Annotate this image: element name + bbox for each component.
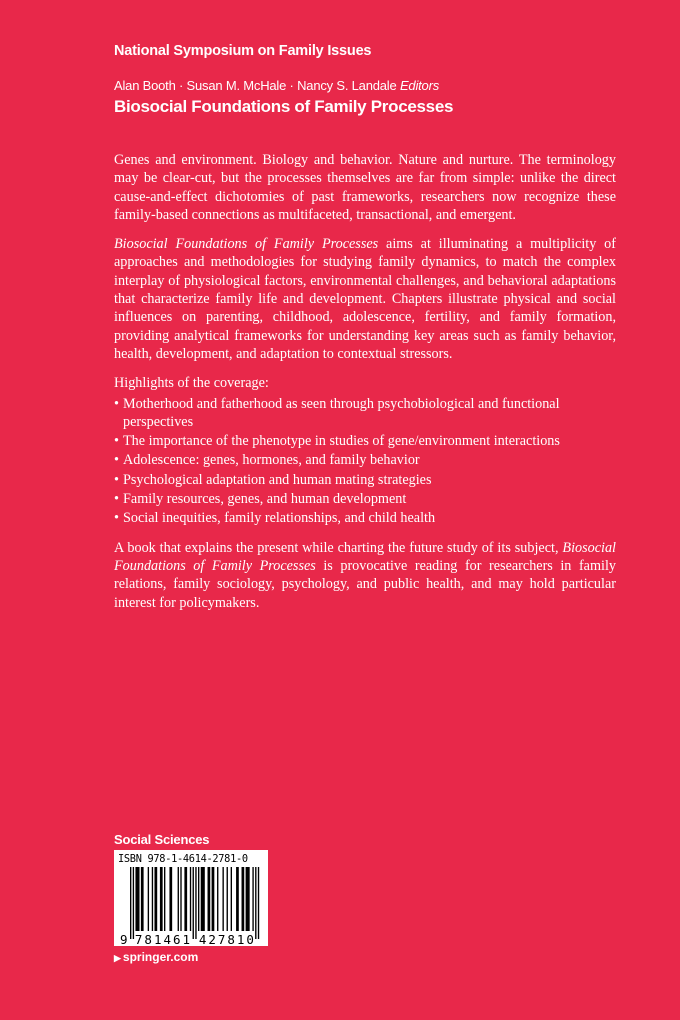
barcode-bar bbox=[222, 867, 223, 931]
editors-line bbox=[114, 78, 439, 93]
barcode-bar bbox=[198, 867, 199, 931]
italic-title: Biosocial Foundations of Family Processes bbox=[114, 539, 616, 574]
barcode-digit: 9 bbox=[120, 932, 128, 945]
barcode-digit: 8 bbox=[144, 932, 152, 945]
barcode-bar bbox=[184, 867, 187, 931]
editor-names: Alan Booth · Susan M. McHale · Nancy S. Landale bbox=[114, 78, 397, 93]
barcode-digit: 1 bbox=[236, 932, 245, 945]
paragraph-closing-start: A book that explains the present while charting the future study of its subject, bbox=[114, 539, 563, 556]
description bbox=[114, 151, 616, 623]
barcode-bar bbox=[255, 867, 256, 939]
barcode-bar bbox=[217, 867, 218, 931]
website-text: springer.com bbox=[122, 950, 199, 964]
barcode-digit: 1 bbox=[153, 932, 162, 945]
paragraph-closing bbox=[114, 539, 616, 612]
barcode-bar bbox=[178, 867, 179, 931]
barcode-digit: 7 bbox=[134, 932, 143, 945]
barcode-bar bbox=[242, 867, 245, 931]
barcode-digit: 1 bbox=[182, 932, 191, 945]
barcode-bar bbox=[130, 867, 131, 939]
barcode-bar bbox=[231, 867, 232, 931]
barcode-digit: 4 bbox=[198, 932, 207, 945]
barcode-bar bbox=[169, 867, 172, 931]
barcode-bar bbox=[164, 867, 165, 931]
highlight-item: • Social inequities, family relationships, and child health bbox=[114, 509, 616, 527]
barcode bbox=[114, 850, 268, 946]
series-name: National Symposium on Family Issues bbox=[114, 43, 372, 59]
barcode-bar bbox=[152, 867, 153, 931]
highlights-list bbox=[114, 395, 616, 528]
italic-title: Biosocial Foundations of Family Processes bbox=[114, 236, 379, 253]
highlight-item: • Family resources, genes, and human development bbox=[114, 490, 616, 508]
barcode-bar bbox=[258, 867, 259, 939]
barcode-digit: 0 bbox=[246, 932, 254, 945]
barcode-digit: 7 bbox=[217, 932, 226, 945]
barcode-bar bbox=[246, 867, 250, 931]
highlight-item: • Adolescence: genes, hormones, and family behavior bbox=[114, 451, 616, 469]
barcode-bar bbox=[212, 867, 215, 931]
barcode-bar bbox=[227, 867, 228, 931]
paragraph-aims-text: aims at illuminating a multiplicity of approaches and methodologies for studying family dynamics, to match the complex interplay of physiological factors, environmental challenges, and behavioral adaptations that characterize family life and development. Chapters illustrate physical and social influences on parenting, childhood, adolescence, fertility, and family formation, providing analytical frameworks for understanding key areas such as family behavior, health, development, and adaptation to contextual stressors. bbox=[114, 236, 617, 362]
editors-role: Editors bbox=[399, 78, 440, 93]
highlight-item: • The importance of the phenotype in studies of gene/environment interactions bbox=[114, 432, 616, 450]
barcode-bar bbox=[252, 867, 253, 931]
barcode-bar bbox=[154, 867, 157, 931]
paragraph-closing-end: is provocative reading for researchers in family relations, family sociology, psychology, and public health, and may hold particular interest for policymakers. bbox=[114, 557, 616, 611]
highlight-item: • Psychological adaptation and human mating strategies bbox=[114, 471, 616, 489]
barcode-bar bbox=[148, 867, 149, 931]
barcode-bar bbox=[201, 867, 205, 931]
barcode-bar bbox=[133, 867, 134, 939]
barcode-bar bbox=[193, 867, 194, 939]
highlights-heading: Highlights of the coverage: bbox=[114, 375, 269, 392]
barcode-bar bbox=[135, 867, 139, 931]
barcode-bar bbox=[195, 867, 196, 939]
publisher-website[interactable] bbox=[114, 950, 198, 964]
paragraph-intro: Genes and environment. Biology and behavior. Nature and nurture. The terminology may be clear-cut, but the processes themselves are far from simple: unlike the direct cause-and-effect dichotomies of past frameworks, researchers now recognize these family-based connections as multifaceted, transactional, and emergent. bbox=[114, 152, 616, 223]
barcode-digit: 6 bbox=[172, 932, 181, 945]
barcode-bar bbox=[208, 867, 211, 931]
arrow-icon: ▶ bbox=[114, 953, 121, 963]
barcode-graphic bbox=[118, 867, 264, 945]
highlight-item: • Motherhood and fatherhood as seen through psychobiological and functional perspectives bbox=[114, 395, 616, 432]
barcode-bar bbox=[190, 867, 191, 931]
barcode-digit: 8 bbox=[227, 932, 235, 945]
book-title: Biosocial Foundations of Family Processes bbox=[114, 97, 454, 116]
barcode-bar bbox=[160, 867, 163, 931]
barcode-bar bbox=[236, 867, 239, 931]
subject-category: Social Sciences bbox=[114, 832, 210, 847]
barcode-bar bbox=[141, 867, 144, 931]
barcode-digit: 4 bbox=[163, 932, 171, 945]
barcode-digit: 2 bbox=[208, 932, 216, 945]
isbn-text: ISBN 978-1-4614-2781-0 bbox=[118, 853, 248, 865]
paragraph-aims bbox=[114, 235, 616, 363]
barcode-bar bbox=[180, 867, 181, 931]
